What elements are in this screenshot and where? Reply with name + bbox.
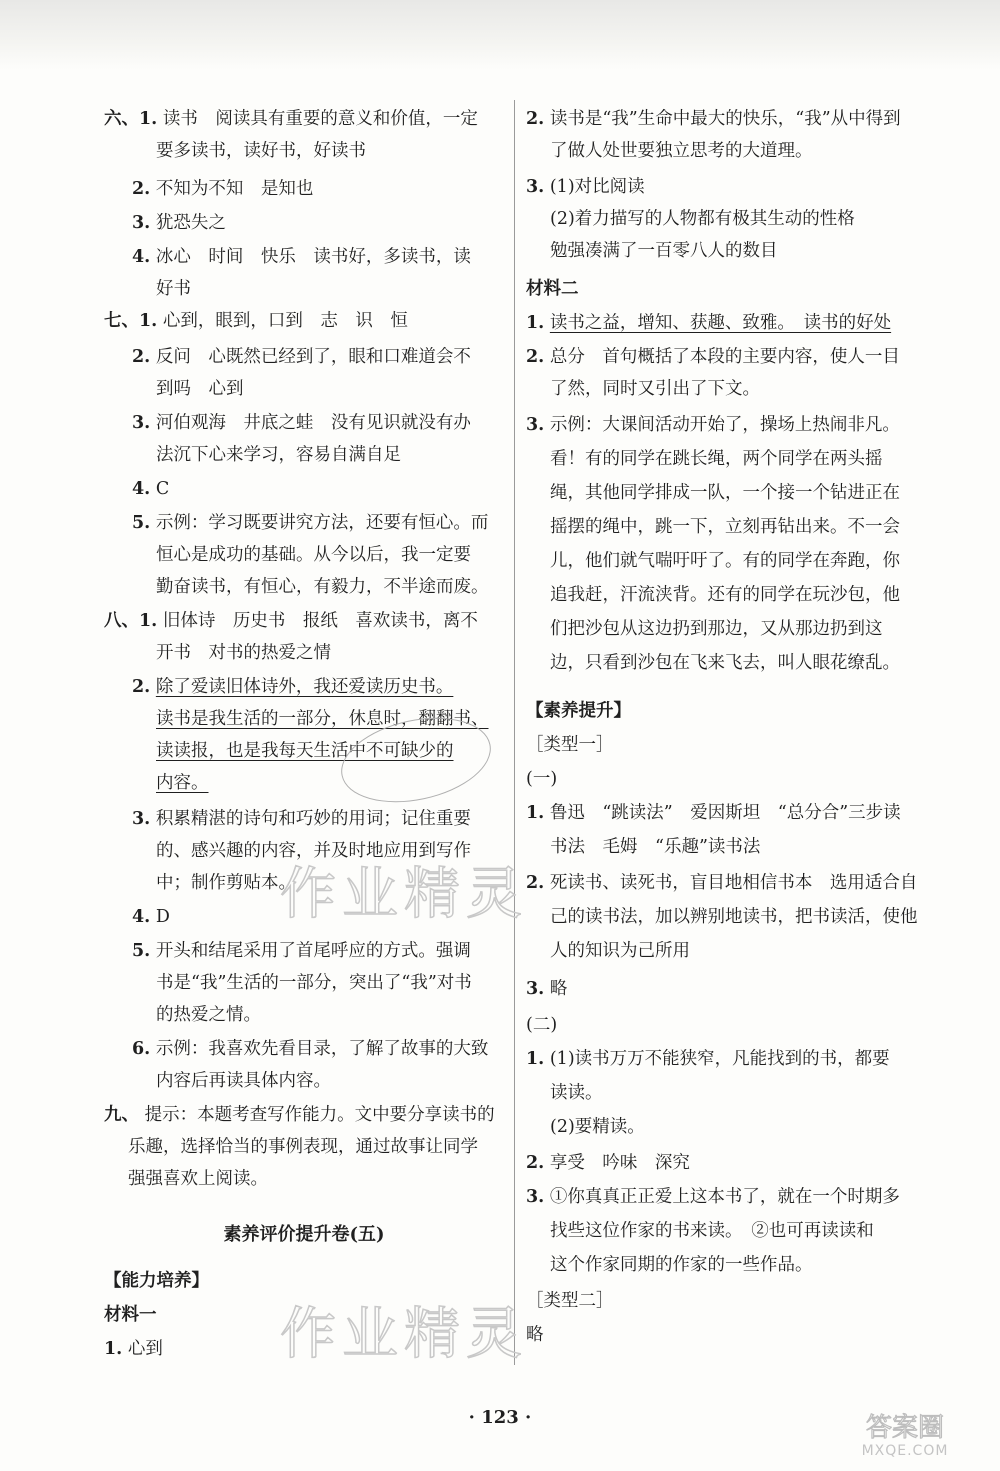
item-number: 5. [132,941,151,961]
answer-line [550,836,760,858]
answer-line [156,772,209,794]
answer-line [132,346,471,368]
answer-text: 己的读书法，加以辨别地读书，把书读活，使他 [550,907,918,927]
answer-text: 冰心 时间 快乐 读书好，多读书，读 [155,247,471,267]
answer-text: (1)读书万万不能狭窄，凡能找到的书，都要 [549,1049,890,1069]
answer-line [550,1220,874,1242]
watermark-text: 作业精灵 [280,862,528,927]
item-number: 6. [132,1039,151,1059]
section-heading [104,1304,157,1326]
answer-line [156,642,331,664]
answer-text: 乐趣，选择恰当的事例表现，通过故事让同学 [128,1137,478,1157]
item-number: 4. [132,907,151,927]
answer-text: 总分 首句概括了本段的主要内容，使人一目 [549,347,900,367]
answer-line [132,478,169,500]
answer-line [550,550,900,572]
answer-text: 示例：大课间活动开始了，操场上热闹非凡。 [549,415,900,435]
answer-text: 好书 [156,279,191,299]
answer-line [132,906,170,928]
answer-line [550,378,760,400]
answer-line [104,108,478,130]
answer-text: 享受 吟味 深究 [549,1153,690,1173]
svg-text:答案圈: 答案圈 [865,1413,945,1443]
answer-text: 积累精湛的诗句和巧妙的用词；记住重要 [155,809,471,829]
answer-text: 开书 对书的热爱之情 [156,643,331,663]
item-number: 3. [526,177,545,197]
answer-line [526,414,900,436]
answer-text: 反问 心既然已经到了，眼和口难道会不 [155,347,471,367]
item-number: 3. [526,979,545,999]
answer-line [550,240,778,262]
answer-line [156,278,191,300]
answer-text: 读读。 [550,1083,603,1103]
item-number: 2. [132,677,151,697]
answer-text: 书是“我”生活的一部分，突出了“我”对书 [156,973,472,993]
answer-text: (一) [526,769,558,789]
answer-line [526,176,645,198]
answer-text: 内容后再读具体内容。 [156,1071,331,1091]
answer-text: C [155,479,170,499]
answer-line [526,1152,690,1174]
answer-text: 摇摆的绳中，跳一下，立刻再钻出来。不一会 [550,517,900,537]
answer-text: 中；制作剪贴本。 [156,873,296,893]
item-number: 2. [526,1153,545,1173]
item-number: 2. [526,347,545,367]
answer-line [132,246,471,268]
answer-text: 犹恐失之 [155,213,226,233]
answer-text: 内容。 [156,773,209,793]
answer-line [550,906,918,928]
answer-line [526,108,901,130]
answer-text: 【素养提升】 [526,701,631,721]
scan-top-shadow [0,0,1000,70]
item-number: 1. [526,803,545,823]
answer-text: 强强喜欢上阅读。 [128,1169,268,1189]
answer-line [550,584,900,606]
watermark-text: 作业精灵 [280,1302,528,1367]
answer-text: 材料一 [104,1305,157,1325]
answer-text: 勤奋读书，有恒心，有毅力，不半途而废。 [156,577,489,597]
answer-text: 找些这位作家的书来读。 ②也可再读读和 [550,1221,874,1241]
answer-text: 读书 阅读具有重要的意义和价值，一定 [162,109,478,129]
page-number: · 123 · [468,1407,532,1428]
answer-text: ①你真真正正爱上这本书了，就在一个时期多 [549,1187,900,1207]
answer-line [132,676,453,698]
column-divider [514,100,515,1365]
answer-text: 边，只看到沙包在飞来飞去，叫人眼花缭乱。 [550,653,900,673]
section-heading [526,700,631,722]
answer-line [128,1168,268,1190]
answer-text: 读书是“我”生命中最大的快乐，“我”从中得到 [549,109,901,129]
answer-line [526,1048,890,1070]
answer-line [156,1070,331,1092]
answer-line [104,610,478,632]
answer-line [104,1104,495,1126]
answer-text: 书法 毛姆 “乐趣”读书法 [550,837,761,857]
answer-line [526,1290,614,1312]
answer-text: 恒心是成功的基础。从今以后，我一定要 [156,545,471,565]
answer-text: 们把沙包从这边扔到那边，又从那边扔到这 [550,619,883,639]
item-number: 4. [132,247,151,267]
answer-text: 绳，其他同学排成一队，一个接一个钻进正在 [550,483,900,503]
answer-line [156,972,472,994]
answer-line [550,1116,645,1138]
answer-text: 【能力培养】 [104,1271,209,1291]
answer-line [156,544,471,566]
answer-line [550,516,900,538]
answer-line [526,768,557,790]
answer-line [550,1254,813,1276]
answer-line [132,178,313,200]
answer-line [104,1338,163,1360]
item-number: 1. [526,313,545,333]
answer-text: 勉强凑满了一百零八人的数目 [550,241,778,261]
answer-line [132,940,471,962]
section-title [104,1224,504,1246]
item-number: 3. [526,415,545,435]
answer-line [132,1038,488,1060]
item-number: 2. [526,873,545,893]
answer-text: 死读书、读死书，盲目地相信书本 选用适合自 [549,873,918,893]
answer-line [156,576,489,598]
item-number: 八、1. [104,611,158,631]
answer-line [550,940,690,962]
answer-text: 鲁迅 “跳读法” 爱因斯坦 “总分合”三步读 [549,803,901,823]
answer-line [526,1324,544,1346]
answer-text: 读书是我生活的一部分，休息时，翻翻书、 [156,709,489,729]
answer-text: 儿，他们就气喘吁吁了。有的同学在奔跑，你 [550,551,900,571]
answer-text: 素养评价提升卷(五) [223,1224,385,1245]
item-number: 2. [526,109,545,129]
answer-text: (1)对比阅读 [549,177,645,197]
answer-text: ［类型二］ [526,1291,614,1311]
answer-text: 示例：学习既要讲究方法，还要有恒心。而 [155,513,489,533]
answer-text: 读读报，也是我每天生活中不可缺少的 [156,741,454,761]
answer-text: 略 [526,1325,544,1345]
section-heading [526,278,579,300]
item-number: 2. [132,347,151,367]
answer-text: 要多读书，读好书，好读书 [156,141,366,161]
answer-text: 法沉下心来学习，容易自满自足 [156,445,401,465]
answer-text: 看！有的同学在跳长绳，两个同学在两头摇 [550,449,883,469]
answer-line [550,448,883,470]
answer-text: 旧体诗 历史书 报纸 喜欢读书，离不 [162,611,478,631]
answer-line [550,1082,603,1104]
answer-line [550,482,900,504]
answer-text: (二) [526,1015,558,1035]
section-heading [104,1270,209,1292]
answer-text: 材料二 [526,279,579,299]
answer-text: 了然，同时又引出了下文。 [550,379,760,399]
answer-text: 人的知识为己所用 [550,941,690,961]
answer-text: 略 [549,979,568,999]
answer-line [526,734,614,756]
answer-line [156,444,401,466]
item-number: 3. [132,213,151,233]
answer-text: 心到，眼到，口到 志 识 恒 [162,311,408,331]
item-number: 3. [526,1187,545,1207]
answer-line [156,378,244,400]
answer-text: 这个作家同期的作家的一些作品。 [550,1255,813,1275]
answer-text: 不知为不知 是知也 [155,179,314,199]
item-number: 2. [132,179,151,199]
item-number: 4. [132,479,151,499]
item-number: 1. [104,1339,123,1359]
answer-text: 到吗 心到 [156,379,244,399]
answer-text: 心到 [127,1339,163,1359]
answer-text: ［类型一］ [526,735,614,755]
answer-line [132,212,226,234]
answer-line [132,808,471,830]
answer-text: D [155,907,170,927]
answer-text: 河伯观海 井底之蛙 没有见识就没有办 [155,413,471,433]
item-number: 3. [132,413,151,433]
site-logo [830,1410,980,1460]
answer-line [526,1186,900,1208]
answer-text: 的、感兴趣的内容，并及时地应用到写作 [156,841,471,861]
answer-line [132,512,488,534]
answer-line [526,312,891,334]
answer-line [526,872,917,894]
answer-line [550,652,900,674]
answer-text: 提示：本题考查写作能力。文中要分享读书的 [144,1105,495,1125]
answer-text: 追我赶，汗流浃背。还有的同学在玩沙包，他 [550,585,900,605]
item-number: 六、1. [104,109,158,129]
answer-line [156,140,366,162]
answer-text: 开头和结尾采用了首尾呼应的方式。强调 [155,941,471,961]
item-number: 七、1. [104,311,158,331]
answer-text: 示例：我喜欢先看目录，了解了故事的大致 [155,1039,489,1059]
answer-line [128,1136,478,1158]
answer-text: 除了爱读旧体诗外，我还爱读历史书。 [155,677,454,697]
item-number: 5. [132,513,151,533]
answer-line [156,1004,261,1026]
answer-line [526,802,901,824]
item-number: 1. [526,1049,545,1069]
answer-line [104,310,408,332]
answer-text: 的热爱之情。 [156,1005,261,1025]
answer-text: 了做人处世要独立思考的大道理。 [550,141,813,161]
answer-text: (2)要精读。 [550,1117,645,1137]
item-number: 3. [132,809,151,829]
answer-line [550,140,813,162]
svg-text:MXQE.COM: MXQE.COM [861,1443,949,1459]
answer-line [526,978,567,1000]
answer-text: 读书之益，增知、获趣、致雅。 读书的好处 [549,313,892,333]
answer-line [156,872,296,894]
answer-line [550,208,855,230]
item-number: 九、 [104,1105,139,1125]
answer-line [132,412,471,434]
answer-text: (2)着力描写的人物都有极其生动的性格 [550,209,855,229]
answer-line [526,346,900,368]
answer-line [550,618,883,640]
answer-line [526,1014,557,1036]
